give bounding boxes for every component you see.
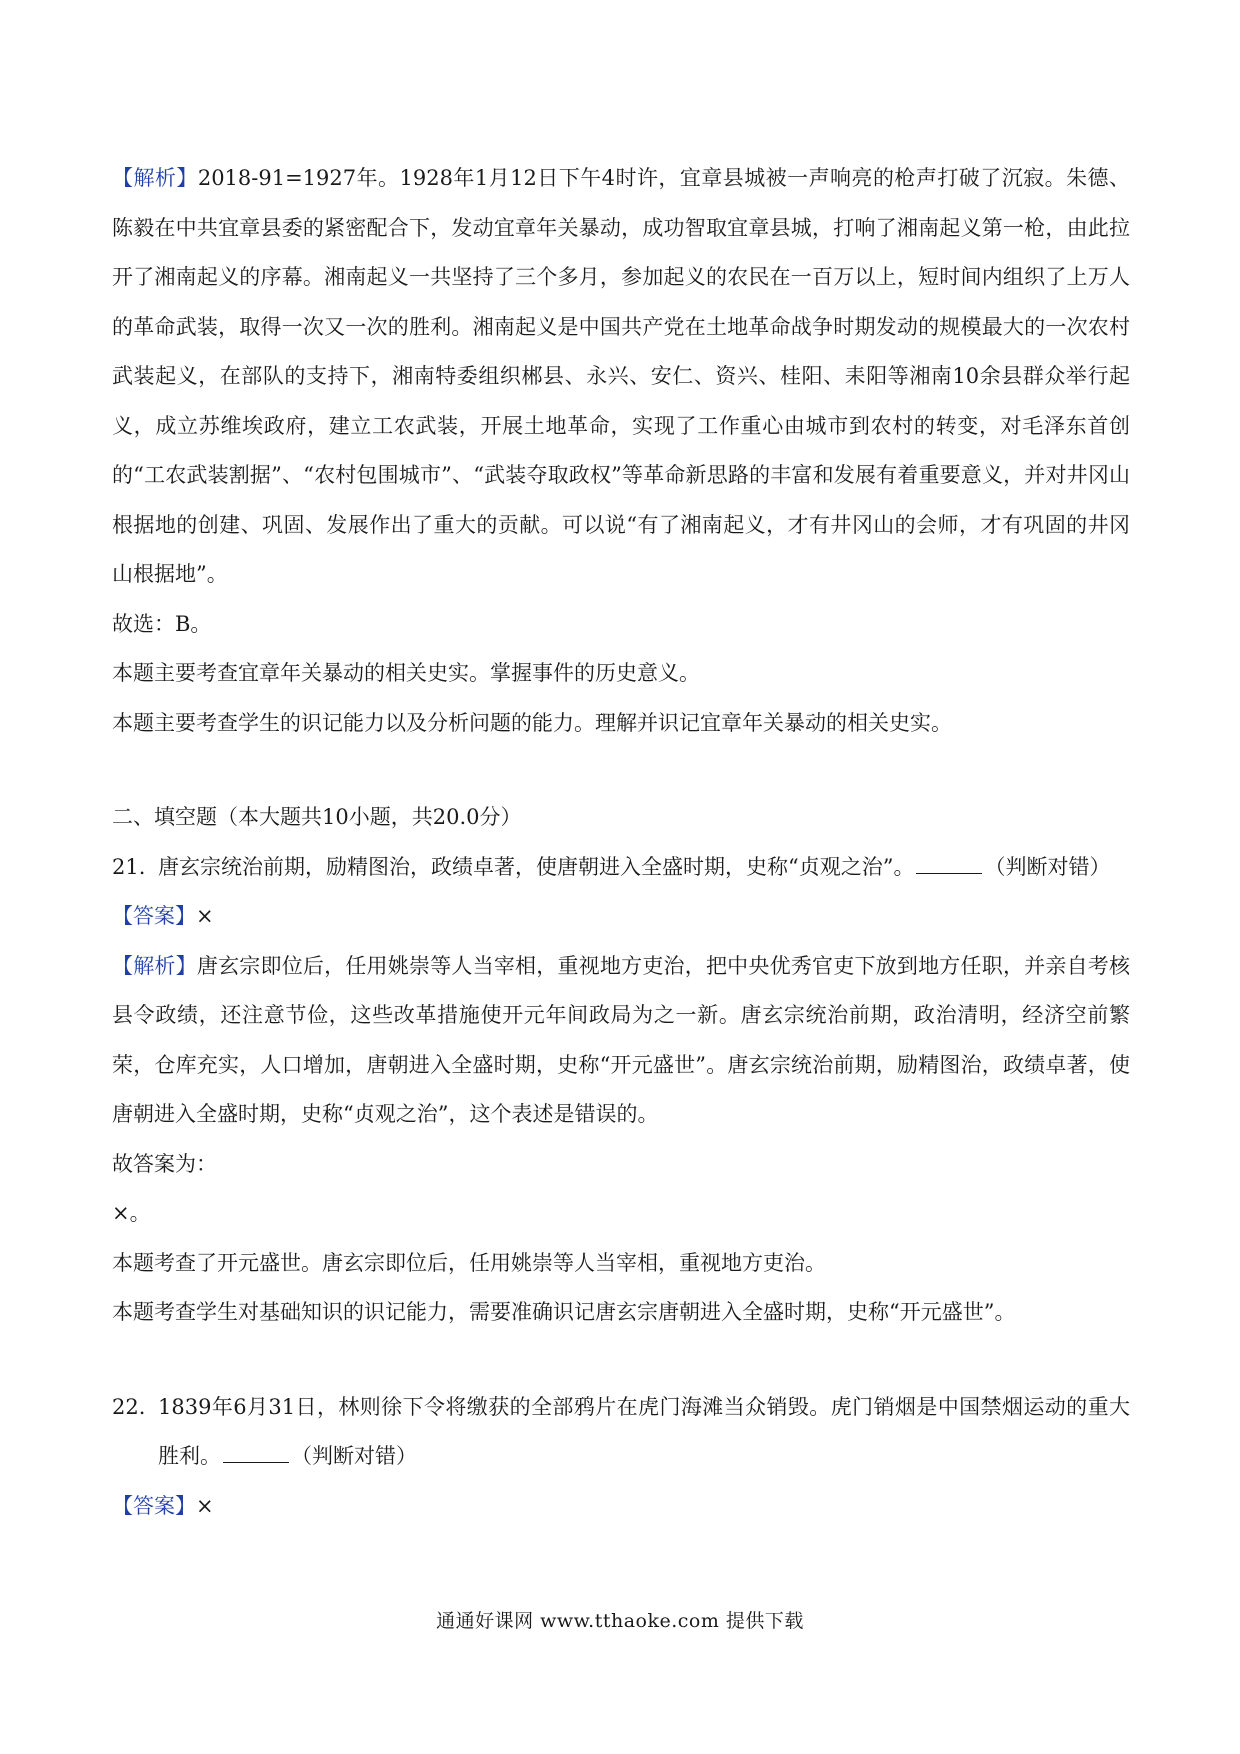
answer-label: 【答案】 [112, 1493, 196, 1518]
note-line: 本题考查学生对基础知识的识记能力，需要准确识记唐玄宗唐朝进入全盛时期，史称“开元盛世”。 [112, 1300, 1016, 1324]
answer-line [112, 1482, 1130, 1532]
answer-value: × [196, 1493, 214, 1518]
analysis-label: 【解析】 [112, 166, 198, 190]
analysis-paragraph [112, 154, 1130, 600]
answer-value: × [196, 904, 214, 928]
analysis-label: 【解析】 [112, 953, 197, 978]
note-line: 本题考查了开元盛世。唐玄宗即位后，任用姚崇等人当宰相，重视地方吏治。 [112, 1250, 826, 1275]
analysis-text: 唐玄宗即位后，任用姚崇等人当宰相，重视地方吏治，把中央优秀官吏下放到地方任职，并亲自考核县令政绩，还注意节俭，这些改革措施使开元年间政局为之一新。唐玄宗统治前期，政治清明，经济空前繁荣，仓库充实，人口增加，唐朝进入全盛时期，史称“开元盛世”。唐玄宗统治前期，励精图治，政绩卓著，使唐朝进入全盛时期，史称“贞观之治”，这个表述是错误的。 [112, 953, 1131, 1126]
note-line: 本题主要考查宜章年关暴动的相关史实。掌握事件的历史意义。 [112, 661, 700, 685]
page-footer: 通通好课网 www.tthaoke.com 提供下载 [436, 1610, 804, 1632]
question-stem-text: 1839年6月31日，林则徐下令将缴获的全部鸦片在虎门海滩当众销毁。虎门销烟是中国禁烟运动的重大胜利。 [158, 1394, 1130, 1468]
page-content [112, 154, 1130, 1531]
question-suffix: （判断对错） [291, 1444, 417, 1468]
analysis-paragraph [112, 942, 1130, 1140]
note-line: 本题主要考查学生的识记能力以及分析问题的能力。理解并识记宜章年关暴动的相关史实。 [112, 710, 952, 735]
answer-line [112, 892, 1130, 942]
question-stem-text: 唐玄宗统治前期，励精图治，政绩卓著，使唐朝进入全盛时期，史称“贞观之治”。 [158, 854, 915, 879]
conclusion-label: 故答案为： [112, 1151, 217, 1176]
question-number: 21. [112, 854, 146, 879]
question-stem [158, 843, 1130, 893]
conclusion-value: ×。 [112, 1201, 151, 1225]
answer-blank [916, 855, 982, 874]
answer-label: 【答案】 [112, 904, 196, 928]
question-22 [112, 1383, 1130, 1482]
question-suffix: （判断对错） [984, 854, 1111, 879]
spacer [112, 748, 1130, 793]
question-number: 22. [112, 1394, 146, 1419]
analysis-text: 2018-91=1927年。1928年1月12日下午4时许，宜章县城被一声响亮的枪声打破了沉寂。朱德、陈毅在中共宜章县委的紧密配合下，发动宜章年关暴动，成功智取宜章县城，打响了湘南起义第一枪，由此拉开了湘南起义的序幕。湘南起义一共坚持了三个多月，参加起义的农民在一百万以上，短时间内组织了上万人的革命武装，取得一次又一次的胜利。湘南起义是中国共产党在土地革命战争时期发动的规模最大的一次农村武装起义，在部队的支持下，湘南特委组织郴县、永兴、安仁、资兴、桂阳、耒阳等湘南10余县群众举行起义，成立苏维埃政府，建立工农武装，开展土地革命，实现了工作重心由城市到农村的转变，对毛泽东首创的“工农武装割据”、“农村包围城市”、“武装夺取政权”等革命新思路的丰富和发展有着重要意义，并对井冈山根据地的创建、巩固、发展作出了重大的贡献。可以说“有了湘南起义，才有井冈山的会师，才有巩固的井冈山根据地”。 [112, 166, 1130, 586]
question-21 [112, 843, 1130, 893]
answer-blank [223, 1444, 289, 1463]
section-heading: 二、填空题（本大题共10小题，共20.0分） [112, 805, 522, 829]
spacer [112, 1338, 1130, 1383]
question-stem [158, 1383, 1130, 1482]
choice-line: 故选：B。 [112, 611, 212, 636]
